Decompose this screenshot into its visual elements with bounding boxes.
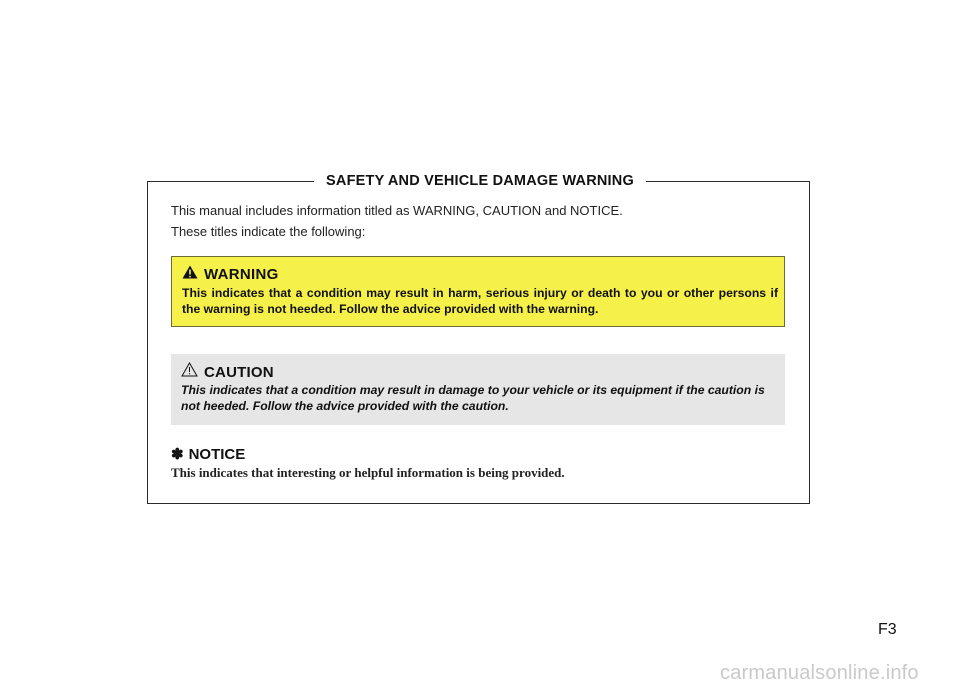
notice-text: This indicates that interesting or helpful information is being provided. [171, 465, 565, 480]
caution-text: This indicates that a condition may result in damage to your vehicle or its equipment if the caution is not heeded. Follow the advice provided with the caution. [181, 383, 765, 413]
caution-header [181, 363, 274, 381]
watermark: carmanualsonline.info [720, 662, 919, 684]
warning-title: WARNING [204, 265, 279, 283]
caution-box [171, 354, 785, 425]
notice-header [171, 445, 245, 463]
warning-text: This indicates that a condition may result in harm, serious injury or death to you or other persons if the warning is not heeded. Follow the advice provided with the warning. [182, 286, 778, 316]
warning-box [171, 256, 785, 327]
notice-asterisk-icon: ✽ [171, 446, 184, 463]
intro-line-1: This manual includes information titled as WARNING, CAUTION and NOTICE. [171, 203, 623, 218]
section-title: SAFETY AND VEHICLE DAMAGE WARNING [314, 170, 646, 192]
caution-title: CAUTION [204, 363, 274, 381]
page-number: F3 [878, 621, 897, 638]
notice-title: NOTICE [188, 445, 246, 463]
warning-header [182, 265, 279, 283]
warning-triangle-icon [182, 265, 198, 284]
intro-line-2: These titles indicate the following: [171, 224, 366, 239]
caution-triangle-icon [181, 362, 198, 382]
